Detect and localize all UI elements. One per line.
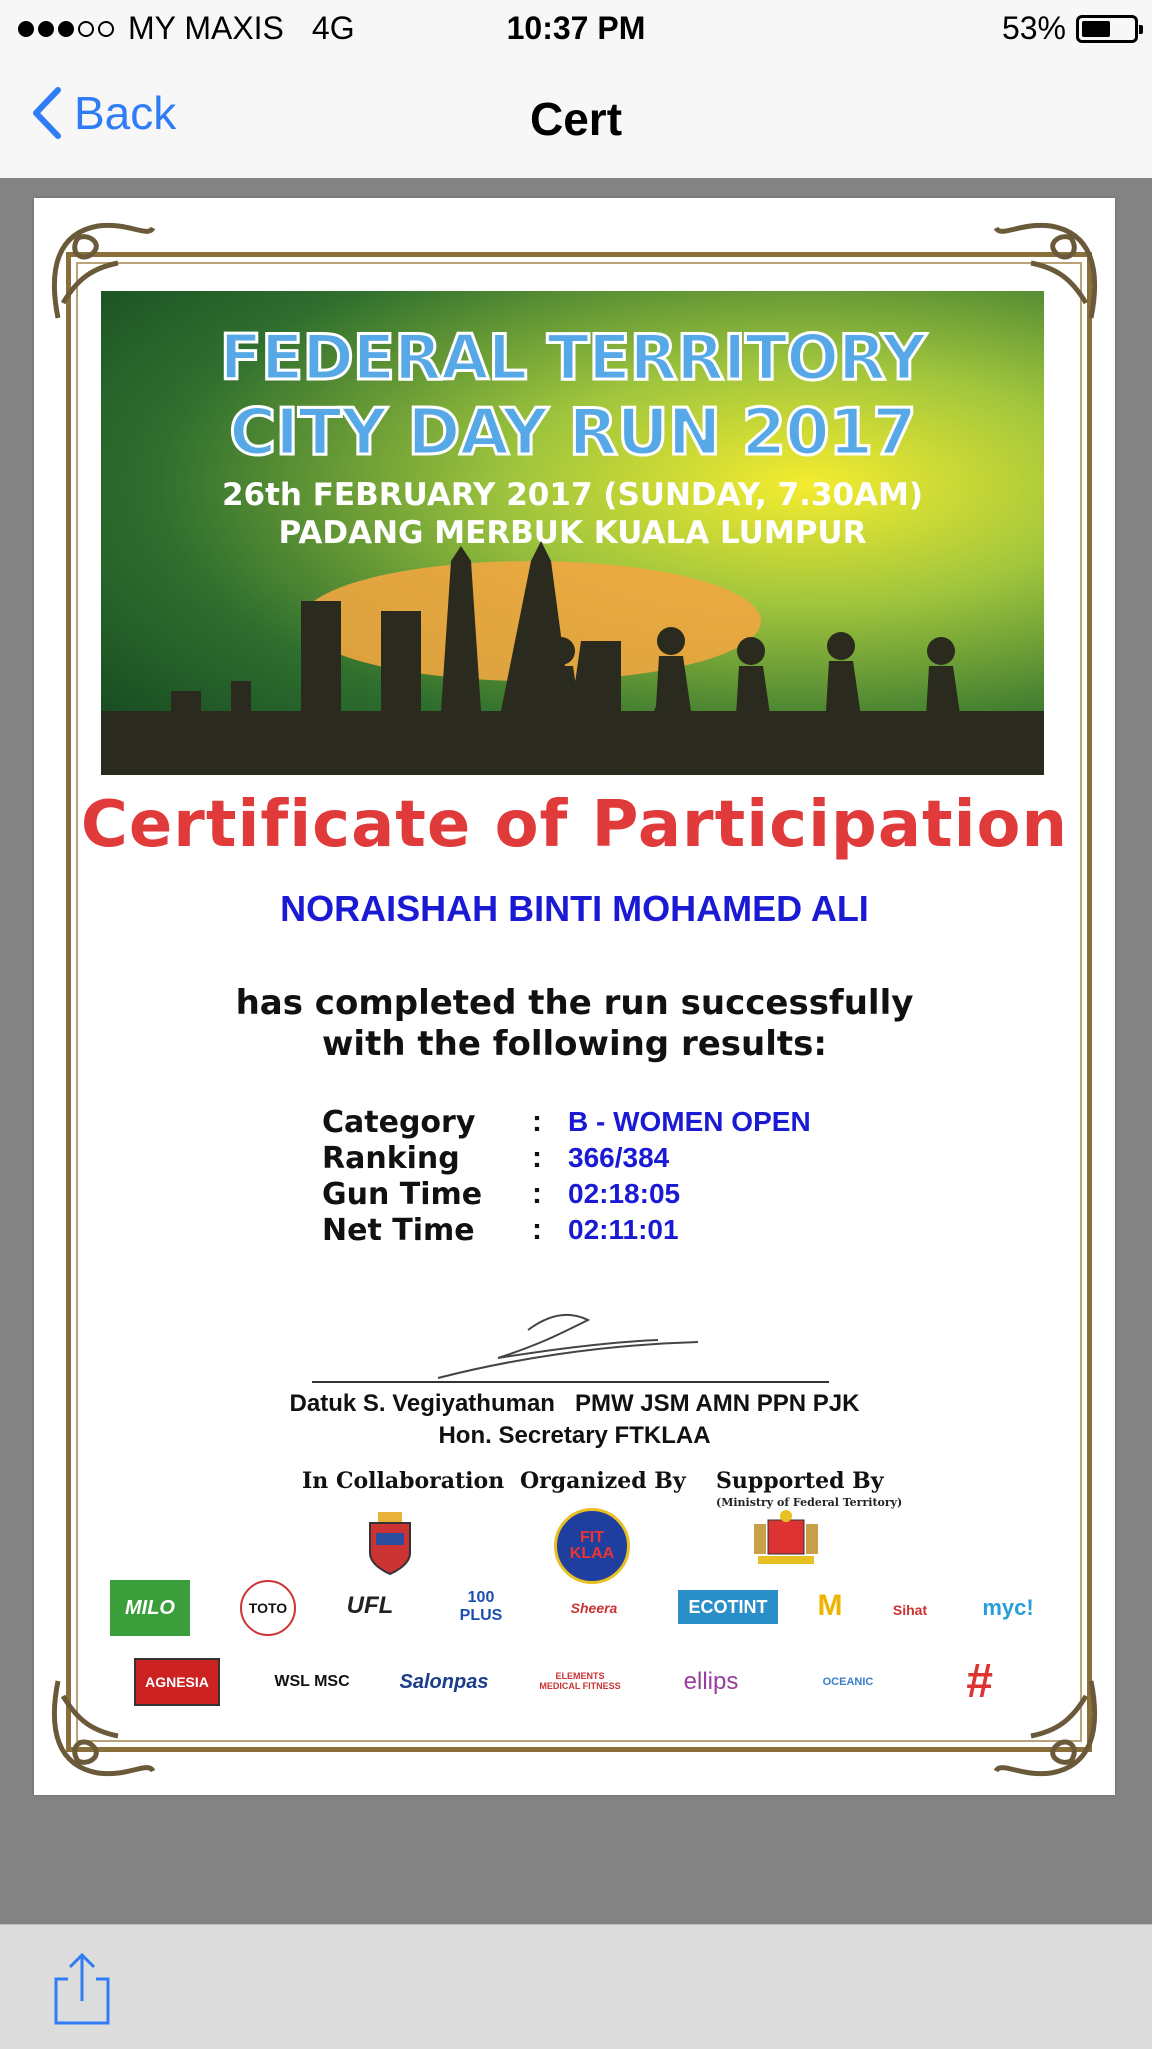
separator: :: [532, 1177, 542, 1210]
result-label: Ranking: [322, 1140, 460, 1176]
skyline-runners-silhouette: [101, 541, 1044, 775]
page-title: Cert: [529, 93, 623, 145]
sponsor-logo-wsl-msc: WSL MSC: [274, 1673, 350, 1690]
signature-image: [398, 1290, 718, 1386]
result-value: 366/384: [568, 1142, 670, 1173]
result-label: Gun Time: [322, 1176, 483, 1212]
navigation-bar: [0, 58, 1152, 179]
supported-by-sublabel: (Ministry of Federal Territory): [716, 1496, 903, 1509]
banner-date: 26th FEBRUARY 2017 (SUNDAY, 7.30AM): [221, 477, 924, 513]
sponsor-logo-elements: ELEMENTS MEDICAL FITNESS: [539, 1671, 621, 1691]
status-right: [1002, 10, 1138, 47]
status-time: 10:37 PM: [506, 10, 646, 46]
result-value: B - WOMEN OPEN: [568, 1106, 811, 1137]
sponsor-logo-sihat: Sihat: [892, 1602, 928, 1618]
result-label: Category: [322, 1104, 476, 1140]
result-row-net-time: [322, 1212, 811, 1248]
completion-statement: [34, 983, 1115, 1065]
status-bar: [0, 0, 1152, 58]
sponsor-logo-ellips: ellips: [683, 1668, 739, 1695]
sponsor-logo-toto: TOTO: [240, 1580, 296, 1636]
sponsor-logo-oceanic: OCEANIC: [822, 1676, 874, 1688]
sponsor-logo-mcdonalds: M: [817, 1589, 843, 1622]
results-table: [322, 1104, 811, 1248]
sponsor-logo-ufl: UFL: [346, 1592, 394, 1619]
bottom-toolbar: [0, 1924, 1152, 2049]
participant-name: NORAISHAH BINTI MOHAMED ALI: [280, 888, 869, 929]
sponsor-logo-agnesia: AGNESIA: [134, 1658, 220, 1706]
result-value: 02:11:01: [568, 1214, 679, 1245]
result-row-gun-time: [322, 1176, 811, 1212]
certificate-title: Certificate of Participation: [80, 788, 1069, 862]
sponsor-logo-salonpas: Salonpas: [399, 1670, 489, 1693]
completion-line: with the following results:: [322, 1024, 827, 1064]
malaysia-crest-icon: [748, 1510, 824, 1570]
separator: :: [532, 1213, 542, 1246]
sponsor-logo-100plus: 100 PLUS: [459, 1589, 503, 1624]
result-row-ranking: [322, 1140, 811, 1176]
in-collaboration-label: In Collaboration: [302, 1468, 505, 1494]
organized-by-label: Organized By: [520, 1468, 686, 1494]
document-viewer[interactable]: [0, 178, 1152, 1924]
sponsor-logo-myc: myc!: [982, 1595, 1034, 1620]
sponsor-logo-hashtag: #: [965, 1654, 993, 1708]
banner-venue: PADANG MERBUK KUALA LUMPUR: [278, 515, 867, 551]
battery-icon: [1076, 15, 1138, 43]
sponsor-logo-sheera: Sheera: [570, 1600, 618, 1616]
signatory-title: Hon. Secretary FTKLAA: [438, 1422, 711, 1449]
fit-klaa-logo: FIT KLAA: [554, 1508, 630, 1584]
dbkl-crest-icon: [360, 1508, 420, 1578]
result-label: Net Time: [322, 1212, 475, 1248]
battery-percent: 53%: [1001, 10, 1066, 46]
banner-title: CITY DAY RUN 2017: [229, 396, 916, 470]
back-label: Back: [74, 87, 177, 139]
sponsor-logo-ecotint: ECOTINT: [678, 1590, 778, 1624]
certificate-image: [34, 198, 1115, 1795]
signatory: [34, 1388, 1115, 1452]
network-type: 4G: [311, 10, 355, 46]
banner-title: FEDERAL TERRITORY: [219, 321, 926, 394]
event-banner: [101, 291, 1044, 775]
separator: :: [532, 1141, 542, 1174]
supported-by-label: Supported By: [716, 1468, 884, 1494]
completion-line: has completed the run successfully: [235, 983, 914, 1023]
result-row-category: [322, 1104, 811, 1140]
share-button[interactable]: [52, 1951, 112, 2032]
share-icon: [52, 1951, 112, 2027]
signature-line: [312, 1381, 829, 1383]
carrier-name: MY MAXIS: [128, 10, 284, 46]
result-value: 02:18:05: [568, 1178, 681, 1209]
sponsor-logo-milo: MILO: [110, 1580, 190, 1636]
signatory-name: Datuk S. Vegiyathuman PMW JSM AMN PPN PJK: [289, 1390, 860, 1417]
separator: :: [532, 1105, 542, 1138]
